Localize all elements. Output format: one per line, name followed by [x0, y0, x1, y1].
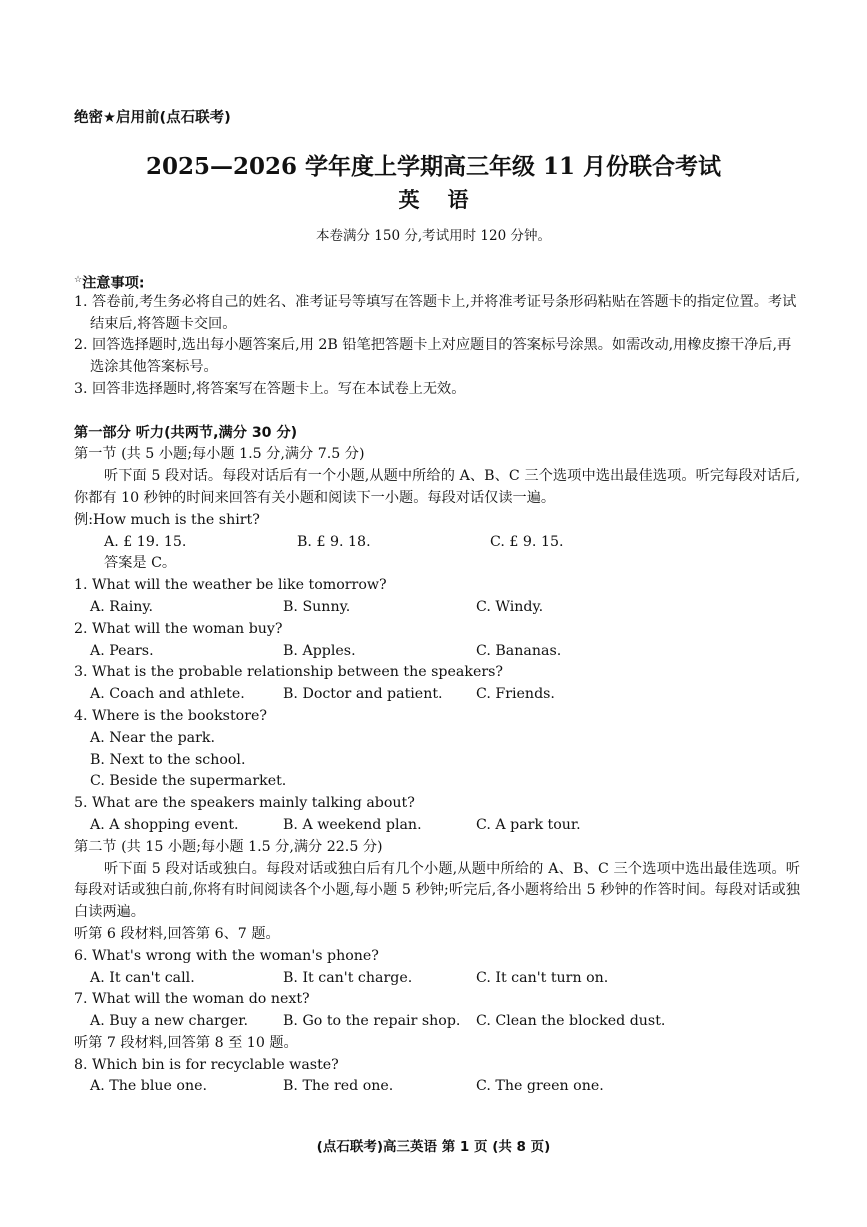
- part1-heading: 第一部分 听力(共两节,满分 30 分): [74, 424, 298, 441]
- option: C. Beside the supermarket.: [90, 773, 287, 790]
- option: A. Pears.: [90, 642, 154, 659]
- option: B. Next to the school.: [90, 751, 246, 768]
- option: C. Windy.: [476, 598, 544, 615]
- option: C. Bananas.: [476, 642, 562, 659]
- option: B. The red one.: [283, 1078, 394, 1095]
- section1-instructions: 听下面 5 段对话。每段对话后有一个小题,从题中所给的 A、B、C 三个选项中选出最佳选项。听完每段对话后,你都有 10 秒钟的时间来回答有关小题和阅读下一小题。每段对话仅读一遍。: [74, 468, 800, 506]
- option: C. £ 9. 15.: [490, 533, 564, 550]
- material-label: 听第 6 段材料,回答第 6、7 题。: [74, 925, 280, 942]
- option: A. The blue one.: [90, 1078, 208, 1095]
- question-options: [74, 815, 800, 837]
- option: B. £ 9. 18.: [297, 533, 371, 550]
- option: B. Apples.: [283, 642, 356, 659]
- option: C. Clean the blocked dust.: [476, 1013, 666, 1030]
- option: A. Buy a new charger.: [90, 1013, 249, 1030]
- option: C. It can't turn on.: [476, 969, 609, 986]
- question-options: [74, 1011, 800, 1033]
- section1-heading: 第一节 (共 5 小题;每小题 1.5 分,满分 7.5 分): [74, 446, 365, 463]
- subject-title: 英语: [398, 188, 497, 212]
- section2-instructions: 听下面 5 段对话或独白。每段对话或独白后有几个小题,从题中所给的 A、B、C 三个选项中选出最佳选项。听每段对话或独白前,你将有时间阅读各个小题,每小题 5 秒钟;听完后,各小题将给出 5 秒钟的作答时间。每段对话或独白读两遍。: [74, 860, 800, 921]
- option: B. Sunny.: [283, 598, 351, 615]
- option: A. It can't call.: [90, 969, 195, 986]
- option: C. A park tour.: [476, 816, 581, 833]
- small-star-icon: ☆: [74, 275, 83, 285]
- question: 8. Which bin is for recyclable waste?: [74, 1056, 339, 1073]
- question: 2. What will the woman buy?: [74, 620, 283, 637]
- question-options: [74, 968, 800, 990]
- example-answer: 答案是 C。: [104, 555, 177, 572]
- question-options: [74, 597, 800, 619]
- option: C. Friends.: [476, 686, 555, 703]
- page-footer: (点石联考)高三英语 第 1 页 (共 8 页): [316, 1139, 551, 1155]
- option: B. Go to the repair shop.: [283, 1013, 461, 1030]
- example-question: 例:How much is the shirt?: [74, 511, 260, 528]
- note-item: 1. 答卷前,考生务必将自己的姓名、准考证号等填写在答题卡上,并将准考证号条形码粘贴在答题卡的指定位置。考试结束后,将答题卡交回。: [74, 293, 797, 332]
- question: 7. What will the woman do next?: [74, 991, 310, 1008]
- option: C. The green one.: [476, 1078, 604, 1095]
- question-options: [74, 1076, 800, 1098]
- question: 6. What's wrong with the woman's phone?: [74, 947, 379, 964]
- question-options: [74, 641, 800, 663]
- question-options: [74, 684, 800, 706]
- option: A. Near the park.: [90, 729, 215, 746]
- example-options: [74, 532, 800, 554]
- section2-heading: 第二节 (共 15 小题;每小题 1.5 分,满分 22.5 分): [74, 838, 383, 855]
- notes-heading: ☆注意事项:: [74, 275, 145, 292]
- option: B. Doctor and patient.: [283, 686, 443, 703]
- exam-body: [74, 270, 800, 1098]
- question: 5. What are the speakers mainly talking about?: [74, 795, 415, 812]
- option: A. Rainy.: [90, 598, 154, 615]
- option: A. Coach and athlete.: [90, 686, 245, 703]
- question: 4. Where is the bookstore?: [74, 707, 267, 724]
- note-item: 2. 回答选择题时,选出每小题答案后,用 2B 铅笔把答题卡上对应题目的答案标号涂黑。如需改动,用橡皮擦干净后,再选涂其他答案标号。: [74, 337, 792, 376]
- option: B. It can't charge.: [283, 969, 413, 986]
- option: A. £ 19. 15.: [104, 533, 187, 550]
- option: B. A weekend plan.: [283, 816, 422, 833]
- question: 3. What is the probable relationship between the speakers?: [74, 664, 504, 681]
- exam-title: 2025—2026 学年度上学期高三年级 11 月份联合考试: [145, 153, 722, 180]
- exam-meta: 本卷满分 150 分,考试用时 120 分钟。: [316, 228, 551, 244]
- material-label: 听第 7 段材料,回答第 8 至 10 题。: [74, 1034, 298, 1051]
- option: A. A shopping event.: [90, 816, 239, 833]
- question: 1. What will the weather be like tomorrow?: [74, 577, 387, 594]
- confidential-tag: 绝密★启用前(点石联考): [74, 110, 231, 126]
- note-item: 3. 回答非选择题时,将答案写在答题卡上。写在本试卷上无效。: [74, 380, 466, 397]
